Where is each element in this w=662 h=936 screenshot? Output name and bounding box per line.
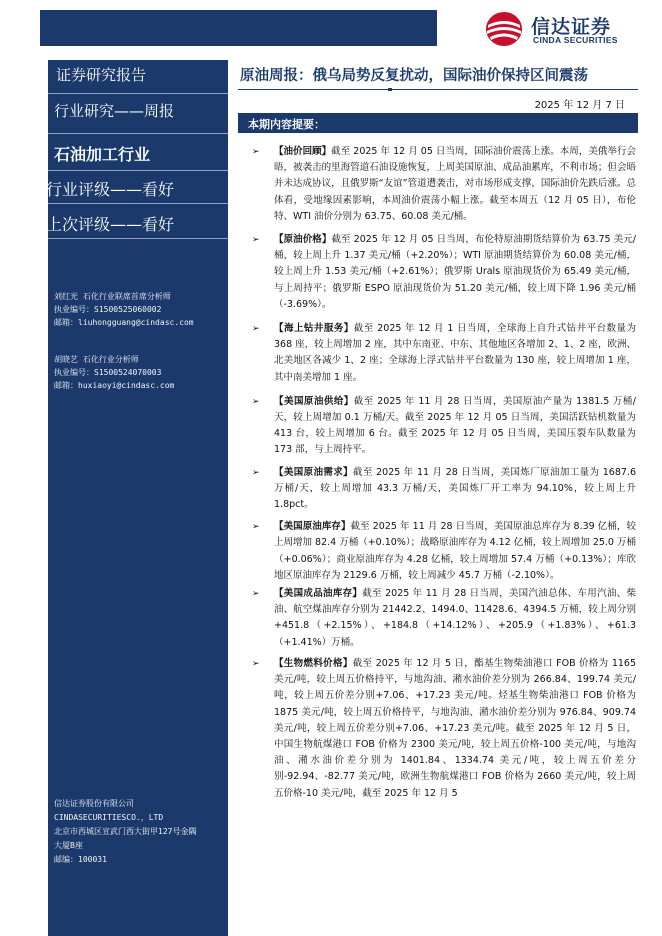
analyst-email: 邮箱：huxiaoyi@cindasc.com	[54, 381, 175, 390]
list-item	[250, 656, 636, 802]
sidebar-divider	[48, 238, 228, 239]
analyst-name-title: 胡晓艺 石化行业分析师	[54, 355, 139, 364]
list-item	[250, 465, 636, 514]
company-postcode: 邮编：100031	[54, 855, 107, 864]
analyst-email: 邮箱：liuhongguang@cindasc.com	[54, 318, 194, 327]
sidebar	[48, 60, 228, 936]
bullet-tag: 【美国原油供给】	[274, 395, 354, 407]
company-address: 北京市西城区宣武门西大街甲127号金隅	[54, 827, 197, 836]
summary-header	[238, 113, 638, 133]
company-name-en: CINDASECURITIESCO.，LTD	[54, 813, 164, 822]
arrow-bullet-icon: ➢	[252, 522, 260, 533]
company-address-cont: 大厦B座	[54, 841, 83, 850]
arrow-bullet-icon: ➢	[252, 147, 260, 157]
report-category-label: 行业研究——周报	[54, 102, 175, 120]
analyst-card	[54, 353, 174, 392]
arrow-bullet-icon: ➢	[252, 658, 260, 669]
bullet-tag: 【美国原油库存】	[274, 521, 351, 533]
title-underline-mark	[388, 88, 392, 91]
bullet-text: 截至 2025 年 12 月 1 日当周，全球海上自升式钻井平台数量为 368 座，较上周增加 2 座，其中东南亚、中东、其他地区各增加 2、1、2 座，欧洲、北美地区各减少 1、2 座；全球海上浮式钻井平台数量为 130 座，较上周增加 1 座，其中南美增加 1 座。	[274, 323, 636, 383]
arrow-bullet-icon: ➢	[252, 396, 260, 407]
list-item	[250, 586, 636, 651]
analyst-card	[54, 290, 194, 329]
list-item	[250, 144, 636, 225]
list-item	[250, 394, 636, 459]
industry-rating: 行业评级——看好	[46, 180, 175, 199]
analyst-license: 执业编号：S1500525060002	[54, 305, 162, 314]
company-name: 信达证券股份有限公司	[54, 799, 134, 808]
bullet-text: 截至 2025 年 11 月 28 日当周，美国原油产量为 1381.5 万桶/天，较上周增加 0.1 万桶/天。截至 2025 年 12 月 05 日当周，美国活跃钻机数量为 413 台，较上周增加 6 台。截至 2025 年 12 月 05 日当周，美国压裂车队数量为 173 部，与上周持平。	[274, 395, 636, 456]
arrow-bullet-icon: ➢	[252, 324, 260, 335]
bullet-tag: 【海上钻井服务】	[274, 323, 354, 335]
bullet-text: 截至 2025 年 12 月 05 日当周，国际油价震荡上涨。本周，美俄举行会晤，被袭击的里海管道石油设施恢复，上周美国原油、成品油累库，不利市场；但会晤并未达成协议，且俄罗斯“友谊”管道遭袭击，对市场形成支撑，国际油价先跌后涨。总体看，受地缘因素影响，本周油价震荡小幅上涨。截至本周五（12 月 05 日），布伦特、WTI 油价分别为 63.75、60.08 美元/桶。	[274, 146, 636, 222]
bullet-text: 截至 2025 年 11 月 28 日当周，美国原油总库存为 8.39 亿桶，较上周增加 82.4 万桶（+0.10%）；战略原油库存为 4.12 亿桶，较上周增加 25.0 万桶（+0.06%）；商业原油库存为 4.28 亿桶，较上周增加 57.4 万桶（+0.13%）；库欣地区原油库存为 2129.6 万桶，较上周减少 45.7 万桶（-2.10%）。	[274, 521, 636, 581]
company-info	[54, 797, 196, 867]
sidebar-divider	[48, 170, 228, 171]
bullet-text: 截至 2025 年 11 月 28 日当周，美国炼厂原油加工量为 1687.6 万桶/天，较上周增加 43.3 万桶/天，美国炼厂开工率为 94.10%，较上周上升 1.8pct。	[274, 466, 636, 511]
report-title: 原油周报：俄乌局势反复扰动，国际油价保持区间震荡	[240, 68, 588, 84]
bullet-text: 截至 2025 年 11 月 28 日当周，美国汽油总体、车用汽油、柴油、航空煤油库存分别为 21442.2、1494.0、11428.6、4394.5 万桶，较上周分别+451.8（+2.15%）、+184.8（+14.12%）、+205.9（+1.83%）、+61.3（+1.41%）万桶。	[274, 588, 636, 648]
list-item	[250, 232, 636, 313]
arrow-bullet-icon: ➢	[252, 235, 260, 246]
arrow-bullet-icon: ➢	[252, 467, 260, 478]
bullet-tag: 【美国原油需求】	[274, 466, 353, 478]
sidebar-divider	[48, 203, 228, 204]
list-item	[250, 321, 636, 386]
report-type-label: 证券研究报告	[56, 66, 147, 84]
summary-label: 本期内容提要：	[248, 118, 325, 131]
cinda-logo-icon	[485, 11, 523, 47]
sidebar-divider	[48, 93, 228, 94]
sidebar-divider	[48, 133, 228, 134]
summary-list	[250, 144, 636, 802]
bullet-tag: 【美国成品油库存】	[274, 588, 363, 600]
bullet-tag: 【油价回顾】	[274, 146, 332, 157]
list-item	[250, 519, 636, 584]
company-logo	[485, 11, 650, 47]
bullet-text: 截至 2025 年 12 月 5 日，酯基生物柴油港口 FOB 价格为 1165 美元/吨，较上周五价格持平，与地沟油、潲水油价差分别为 266.84、199.74 美元/吨，较上周五价差分别+7.06、+17.23 美元/吨。烃基生物柴油港口 FOB 价格为 1875 美元/吨，较上周五价格持平，与地沟油、潲水油价差分别为 976.84、909.74 美元/吨，较上周五价差分别+7.06、+17.23 美元/吨。截至 2025 年 12 月 5 日，中国生物航煤港口 FOB 价格为 2300 美元/吨，较上周五价格-100 美元/吨，与地沟油、潲水油价差分别为 1401.84、1334.74 美元/吨，较上周五价差分别-92.94、-82.77 美元/吨，欧洲生物航煤港口 FOB 价格为 2660 美元/吨，较上周五价格-10 美元/吨，截至 2025 年 12 月 5	[274, 657, 636, 799]
bullet-text: 截至 2025 年 12 月 05 日当周，布伦特原油期货结算价为 63.75 美元/桶，较上周上升 1.37 美元/桶（+2.20%）；WTI 原油期货结算价为 60.08 美元/桶，较上周上升 1.53 美元/桶（+2.61%）；俄罗斯 Urals 原油现货价为 65.49 美元/桶，与上周持平；俄罗斯 ESPO 原油现货价为 51.20 美元/桶，较上周下降 1.96 美元/桶（-3.69%）。	[274, 234, 636, 310]
report-date: 2025 年 12 月 7 日	[534, 100, 625, 111]
previous-rating: 上次评级——看好	[46, 215, 175, 234]
logo-chinese-name: 信达证券	[531, 16, 612, 38]
analyst-name-title: 刘红光 石化行业联席首席分析师	[54, 292, 171, 301]
logo-english-name: CINDA SECURITIES	[533, 35, 618, 45]
arrow-bullet-icon: ➢	[252, 589, 260, 600]
bullet-tag: 【原油价格】	[274, 234, 332, 246]
header-banner	[40, 10, 437, 46]
industry-label: 石油加工行业	[54, 145, 151, 164]
title-underline	[238, 89, 638, 90]
bullet-tag: 【生物燃料价格】	[274, 657, 353, 669]
analyst-license: 执业编号：S1500524070003	[54, 368, 162, 377]
